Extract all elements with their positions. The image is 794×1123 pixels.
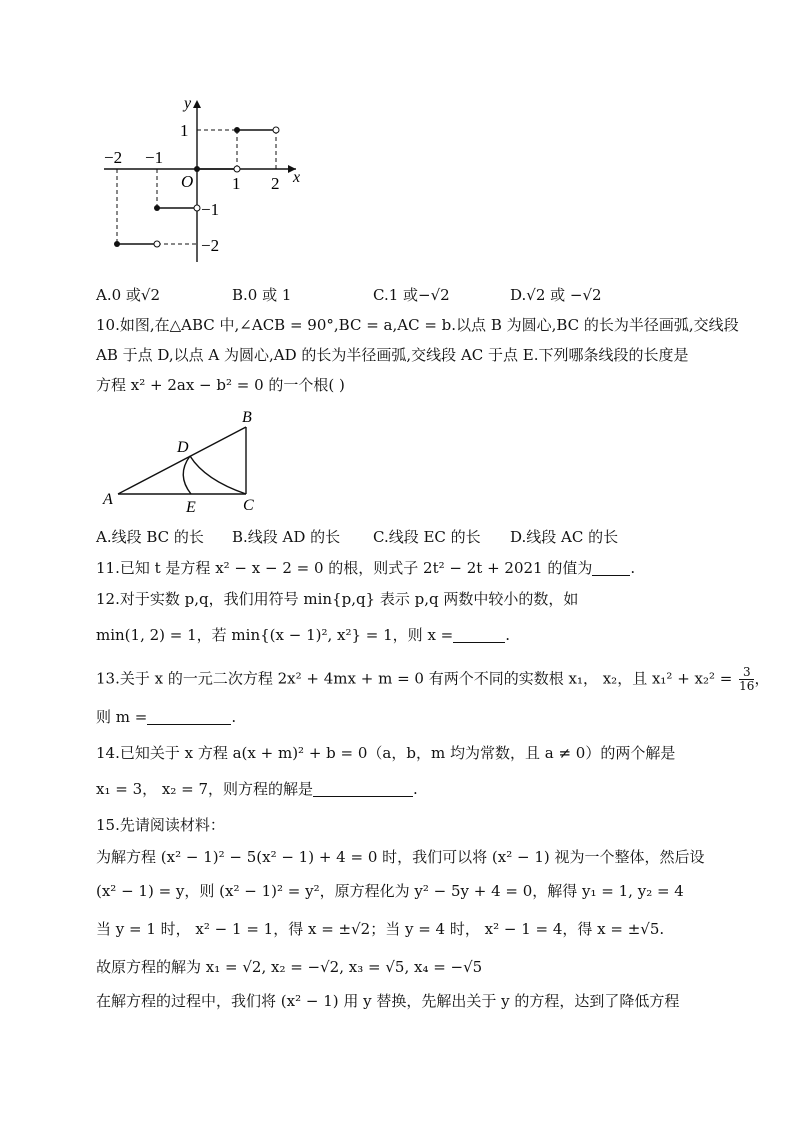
answer-blank[interactable] <box>592 561 630 576</box>
axis-label-x: x <box>293 169 301 186</box>
q14-line1: 14.已知关于 x 方程 a(x + m)² + b = 0（a，b，m 均为常数，且 a ≠ 0）的两个解是 <box>96 744 676 762</box>
tick-yn1: −1 <box>201 200 220 219</box>
q10-line3: 方程 x² + 2ax − b² = 0 的一个根( ) <box>96 376 345 394</box>
tick-xn1: −1 <box>145 148 164 167</box>
q10-option-c: C.线段 EC 的长 <box>373 528 481 546</box>
tick-y1: 1 <box>180 121 189 140</box>
q14-line2: x₁ = 3， x₂ = 7，则方程的解是 . <box>96 780 418 798</box>
origin-label: O <box>181 172 194 191</box>
q9-option-b: B.0 或 1 <box>232 286 292 304</box>
vertex-label-d: D <box>177 439 189 456</box>
q10-option-a: A.线段 BC 的长 <box>96 528 204 546</box>
q9-option-d: D.√2 或 −√2 <box>510 286 602 304</box>
q12-line2: min(1, 2) = 1，若 min{(x − 1)², x²} = 1，则 x = . <box>96 626 511 644</box>
vertex-label-b: B <box>242 409 252 426</box>
q10-line1: 10.如图,在△ABC 中,∠ACB = 90°,BC = a,AC = b.以点 B 为圆心,BC 的长为半径画弧,交线段 <box>96 316 739 334</box>
q10-line2: AB 于点 D,以点 A 为圆心,AD 的长为半径画弧,交线段 AC 于点 E.下列哪条线段的长度是 <box>96 346 689 364</box>
fraction: $\frac{3}{16}$ <box>739 665 755 693</box>
q13-line2: 则 m = . <box>96 708 237 726</box>
q15-line4: 当 y = 1 时， x² − 1 = 1，得 x = ±√2；当 y = 4 时， x² − 1 = 4，得 x = ±√5. <box>96 920 665 938</box>
triangle-figure <box>96 402 276 522</box>
step-function-graph <box>96 90 316 270</box>
q15-line3: (x² − 1) = y，则 (x² − 1)² = y²，原方程化为 y² − 5y + 4 = 0，解得 y₁ = 1, y₂ = 4 <box>96 882 684 900</box>
vertex-label-c: C <box>243 497 254 514</box>
q10-option-b: B.线段 AD 的长 <box>232 528 341 546</box>
tick-yn2: −2 <box>201 236 220 255</box>
q9-option-a: A.0 或√2 <box>96 286 161 304</box>
q15-line1: 15.先请阅读材料： <box>96 816 225 834</box>
tick-x2: 2 <box>271 174 280 193</box>
q15-line6: 在解方程的过程中，我们将 (x² − 1) 用 y 替换，先解出关于 y 的方程，达到了降低方程 <box>96 992 680 1010</box>
q10-option-d: D.线段 AC 的长 <box>510 528 619 546</box>
tick-x1: 1 <box>232 174 241 193</box>
q13-line1: 13.关于 x 的一元二次方程 2x² + 4mx + m = 0 有两个不同的实数根 x₁， x₂，且 x₁² + x₂² = $\frac{3}{16}$ ， <box>96 665 770 693</box>
q11-line: 11.已知 t 是方程 x² − x − 2 = 0 的根，则式子 2t² − 2t + 2021 的值为 . <box>96 559 636 577</box>
tick-xn2: −2 <box>104 148 123 167</box>
axis-label-y: y <box>184 95 192 112</box>
q9-option-c: C.1 或−√2 <box>373 286 450 304</box>
vertex-label-e: E <box>186 499 196 516</box>
answer-blank[interactable] <box>453 628 505 643</box>
vertex-label-a: A <box>103 491 113 508</box>
answer-blank[interactable] <box>147 710 231 725</box>
q15-line2: 为解方程 (x² − 1)² − 5(x² − 1) + 4 = 0 时，我们可以将 (x² − 1) 视为一个整体，然后设 <box>96 848 705 866</box>
q12-line1: 12.对于实数 p,q，我们用符号 min{p,q} 表示 p,q 两数中较小的数，如 <box>96 590 579 608</box>
answer-blank[interactable] <box>313 782 413 797</box>
q15-line5: 故原方程的解为 x₁ = √2, x₂ = −√2, x₃ = √5, x₄ = −√5 <box>96 958 483 976</box>
